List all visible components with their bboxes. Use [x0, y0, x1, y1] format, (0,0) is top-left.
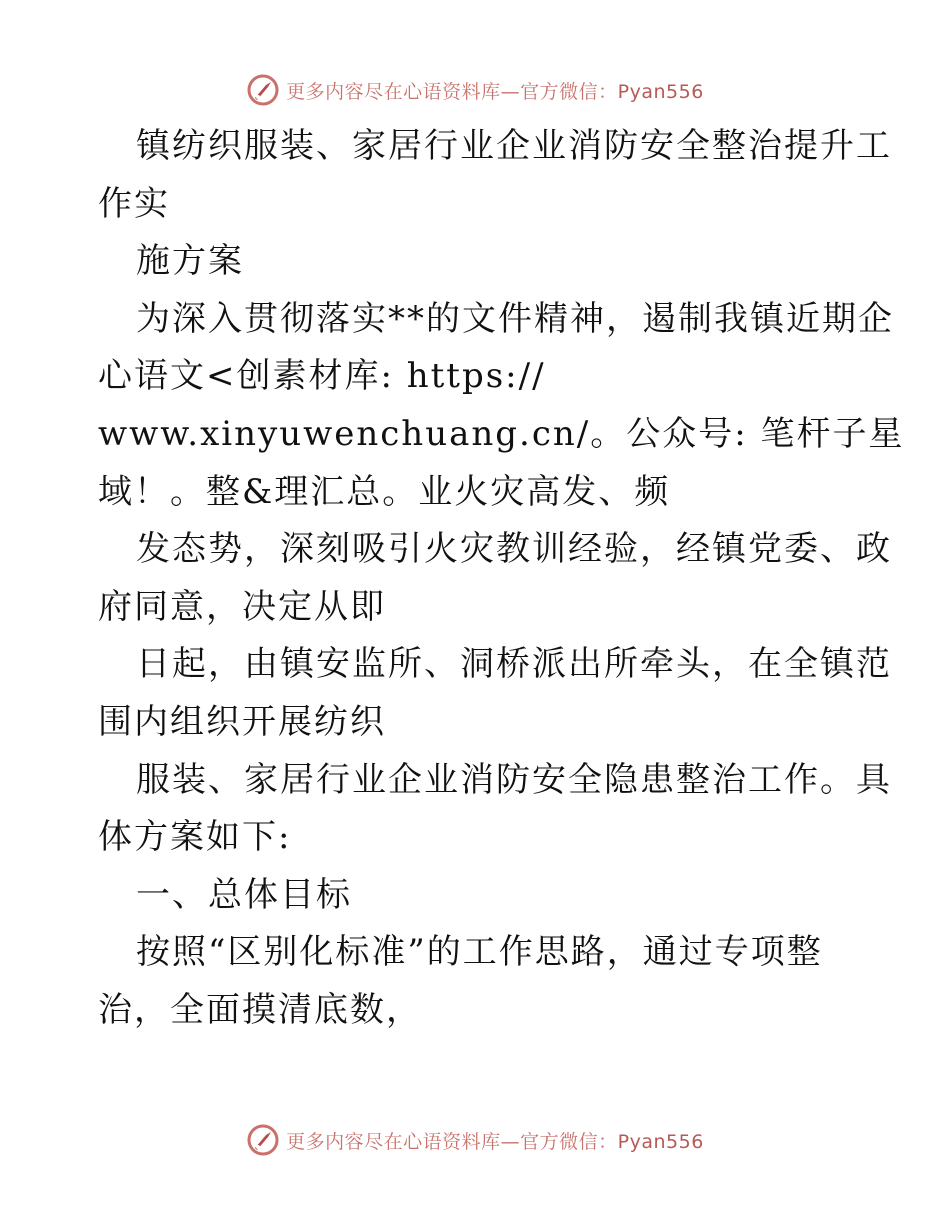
- text-line: 围内组织开展纺织: [98, 701, 386, 742]
- section-heading: 一、总体目标: [136, 874, 352, 915]
- text-line: 施方案: [136, 241, 244, 282]
- text-line: 体方案如下:: [98, 817, 292, 858]
- pen-nib-seal-icon: [246, 73, 280, 107]
- text-line: 心语文<创素材库: https://: [98, 356, 546, 397]
- text-line: 治，全面摸清底数，: [98, 989, 422, 1030]
- pen-nib-seal-icon: [246, 1123, 280, 1157]
- banner-text: [286, 1127, 704, 1154]
- text-line: 府同意，决定从即: [98, 586, 386, 627]
- banner-wechat-id: Pyan556: [617, 80, 704, 103]
- text-line: www.xinyuwenchuang.cn/。公众号: 笔杆子星: [98, 413, 905, 454]
- document-body: [98, 118, 905, 1040]
- banner-text: [286, 77, 704, 104]
- text-line: 发态势，深刻吸引火灾教训经验，经镇党委、政: [136, 529, 892, 570]
- text-line: 服装、家居行业企业消防安全隐患整治工作。具: [136, 759, 892, 800]
- text-line: 域！。整&理汇总。业火灾高发、频: [98, 471, 671, 512]
- text-line: 为深入贯彻落实**的文件精神，遏制我镇近期企: [136, 298, 894, 339]
- text-line: 日起，由镇安监所、洞桥派出所牵头，在全镇范: [136, 644, 892, 685]
- banner-wechat-id: Pyan556: [617, 1130, 704, 1153]
- banner-slogan: 更多内容尽在心语资料库—官方微信：: [286, 1130, 618, 1153]
- text-line: 镇纺织服装、家居行业企业消防安全整治提升工: [136, 126, 892, 166]
- text-line: 作实: [98, 183, 170, 224]
- footer-banner: [0, 1120, 950, 1160]
- banner-slogan: 更多内容尽在心语资料库—官方微信：: [286, 80, 618, 103]
- header-banner: [0, 70, 950, 110]
- text-line: 按照“区别化标准”的工作思路，通过专项整: [136, 932, 823, 973]
